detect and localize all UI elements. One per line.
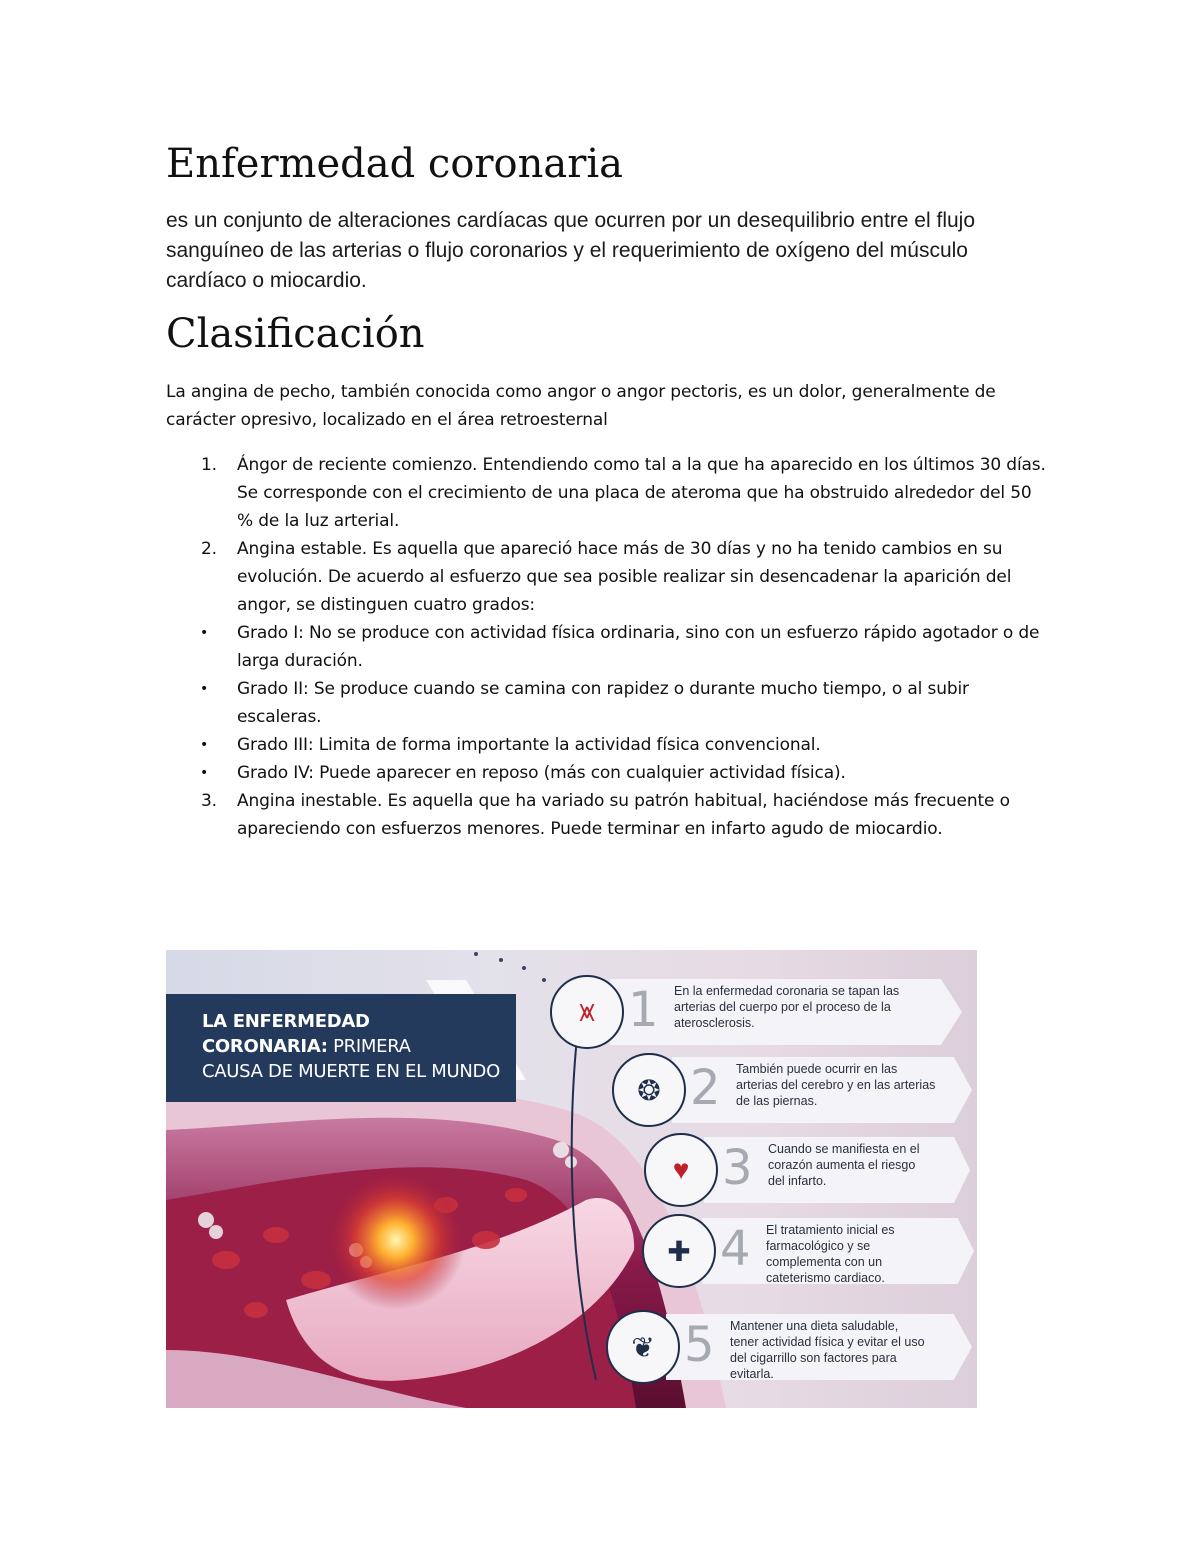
list-item-text: Grado I: No se produce con actividad física ordinaria, sino con un esfuerzo rápido agotador o de larga duración. (237, 623, 1040, 671)
heart-icon: ♥ (644, 1133, 718, 1207)
page-title: Enfermedad coronaria (166, 141, 623, 187)
list-item (166, 451, 1046, 535)
coronary-infographic (166, 950, 977, 1408)
step-text: Mantener una dieta saludable, tener actividad física y evitar el uso del cigarrillo son factores para evitarla. (730, 1319, 925, 1381)
step-number: 1 (628, 982, 659, 1038)
list-marker: 1. (201, 455, 217, 475)
step-number: 4 (720, 1221, 751, 1277)
list-item-text: Angina estable. Es aquella que apareció hace más de 30 días y no ha tenido cambios en su evolución. De acuerdo al esfuerzo que sea posible realizar sin desencadenar la aparición del angor, se distinguen cuatro grados: (237, 539, 1012, 615)
artery-plaque-icon: ⩙ (550, 975, 624, 1049)
section-title: Clasificación (166, 311, 425, 357)
step-number: 2 (690, 1060, 721, 1116)
medicine-bottle-icon: ✚ (642, 1214, 716, 1288)
step-number: 5 (684, 1317, 715, 1373)
list-item (166, 619, 1046, 675)
banner-line-2-bold: CORONARIA: (202, 1036, 328, 1057)
list-marker: 2. (201, 539, 217, 559)
step-2 (612, 1053, 977, 1129)
list-item (166, 731, 1046, 759)
step-text: El tratamiento inicial es farmacológico y se complementa con un cateterismo cardiaco. (766, 1223, 895, 1285)
broccoli-icon: ❦ (606, 1310, 680, 1384)
step-text: En la enfermedad coronaria se tapan las arterias del cuerpo por el proceso de la aterosclerosis. (674, 984, 900, 1030)
step-4 (642, 1214, 977, 1290)
banner-line-3: CAUSA DE MUERTE EN EL MUNDO (202, 1061, 500, 1082)
brain-icon: ❂ (612, 1053, 686, 1127)
bullet-marker: • (200, 737, 209, 753)
banner-line-2-rest: PRIMERA (327, 1036, 411, 1057)
list-item (166, 675, 1046, 731)
list-item-text: Grado II: Se produce cuando se camina con rapidez o durante mucho tiempo, o al subir escaleras. (237, 679, 969, 727)
list-item (166, 787, 1046, 843)
list-item-text: Ángor de reciente comienzo. Entendiendo como tal a la que ha aparecido en los últimos 30 días. Se corresponde con el crecimiento de una placa de ateroma que ha obstruido alrededor del 50 % de la luz arterial. (237, 455, 1046, 531)
list-item (166, 535, 1046, 619)
step-1 (550, 975, 970, 1051)
infographic-banner (166, 994, 516, 1102)
classification-list (166, 451, 1046, 843)
step-number: 3 (722, 1140, 753, 1196)
list-item (166, 759, 1046, 787)
intro-paragraph: es un conjunto de alteraciones cardíacas que ocurren por un desequilibrio entre el flujo sanguíneo de las arterias o flujo coronarios y el requerimiento de oxígeno del músculo cardíaco o miocardio. (166, 209, 976, 292)
lead-paragraph: La angina de pecho, también conocida como angor o angor pectoris, es un dolor, generalmente de carácter opresivo, localizado en el área retroesternal (166, 382, 996, 430)
step-text: Cuando se manifiesta en el corazón aumenta el riesgo del infarto. (768, 1142, 920, 1188)
banner-line-1: LA ENFERMEDAD (202, 1011, 370, 1032)
step-3 (644, 1133, 977, 1209)
bullet-marker: • (200, 625, 209, 641)
list-marker: 3. (201, 791, 217, 811)
bullet-marker: • (200, 681, 209, 697)
list-item-text: Angina inestable. Es aquella que ha variado su patrón habitual, haciéndose más frecuente o apareciendo con esfuerzos menores. Puede terminar en infarto agudo de miocardio. (237, 791, 1010, 839)
list-item-text: Grado III: Limita de forma importante la actividad física convencional. (237, 735, 821, 755)
list-item-text: Grado IV: Puede aparecer en reposo (más con cualquier actividad física). (237, 763, 846, 783)
banner-line-2 (202, 1034, 411, 1060)
step-5 (606, 1310, 977, 1386)
step-text: También puede ocurrir en las arterias del cerebro y en las arterias de las piernas. (736, 1062, 936, 1108)
bullet-marker: • (200, 765, 209, 781)
